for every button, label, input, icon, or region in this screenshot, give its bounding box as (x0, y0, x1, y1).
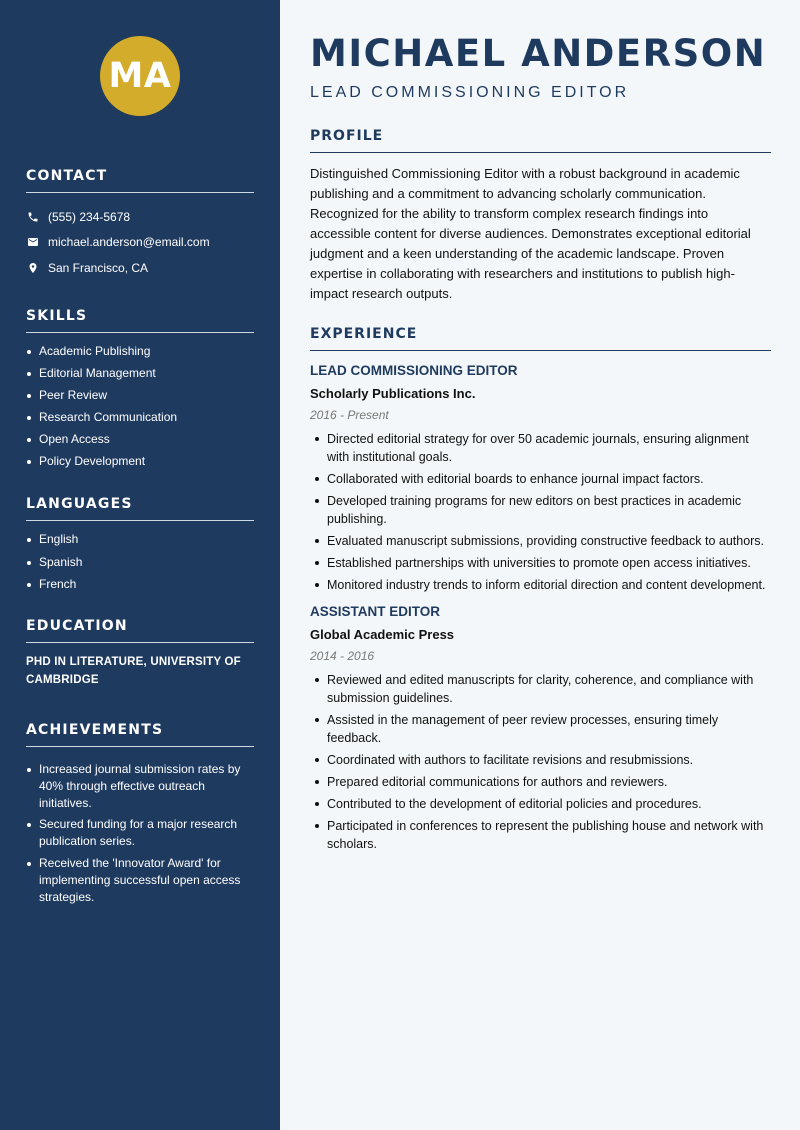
contact-email (26, 230, 254, 256)
skills-section (26, 308, 254, 471)
duties-list (310, 671, 771, 853)
contact-list (26, 204, 254, 281)
contact-location (26, 255, 254, 281)
list-item: Directed editorial strategy for over 50 academic journals, ensuring alignment with institutional goals. (310, 430, 771, 466)
languages-list (26, 531, 254, 592)
avatar: MA (100, 36, 180, 116)
list-item: Assisted in the management of peer review processes, ensuring timely feedback. (310, 711, 771, 747)
phone-icon (26, 210, 39, 223)
job-dates: 2016 - Present (310, 408, 389, 422)
list-item: English (26, 531, 254, 548)
list-item: Increased journal submission rates by 40% through effective outreach initiatives. (26, 761, 254, 812)
list-item: Developed training programs for new editors on best practices in academic publishing. (310, 492, 771, 528)
list-item: Reviewed and edited manuscripts for clarity, coherence, and compliance with submission guidelines. (310, 671, 771, 707)
job-entry (310, 363, 771, 594)
list-item: Evaluated manuscript submissions, providing constructive feedback to authors. (310, 532, 771, 550)
skills-heading: SKILLS (26, 308, 254, 333)
languages-heading: LANGUAGES (26, 496, 254, 521)
mail-icon (26, 236, 39, 249)
list-item: Coordinated with authors to facilitate revisions and resubmissions. (310, 751, 771, 769)
job-title-headline: LEAD COMMISSIONING EDITOR (310, 84, 630, 101)
experience-heading: EXPERIENCE (310, 326, 771, 351)
company-name: Global Academic Press (310, 627, 455, 642)
company-name: Scholarly Publications Inc. (310, 386, 476, 401)
profile-heading: PROFILE (310, 128, 771, 153)
list-item: Editorial Management (26, 365, 254, 382)
list-item: Policy Development (26, 453, 254, 470)
list-item: Research Communication (26, 409, 254, 426)
job-title: ASSISTANT EDITOR (310, 604, 441, 619)
achievements-heading: ACHIEVEMENTS (26, 722, 254, 747)
list-item: French (26, 576, 254, 593)
contact-section (26, 168, 254, 281)
list-item: Secured funding for a major research publication series. (26, 816, 254, 850)
list-item: Received the 'Innovator Award' for implementing successful open access strategies. (26, 855, 254, 906)
education-section (26, 618, 254, 689)
list-item: Open Access (26, 431, 254, 448)
list-item: Academic Publishing (26, 343, 254, 360)
contact-phone (26, 204, 254, 230)
list-item: Participated in conferences to represent the publishing house and network with scholars. (310, 817, 771, 853)
achievements-section (26, 722, 254, 906)
skills-list (26, 343, 254, 471)
list-item: Monitored industry trends to inform editorial direction and content development. (310, 576, 771, 594)
list-item: Prepared editorial communications for authors and reviewers. (310, 773, 771, 791)
contact-heading: CONTACT (26, 168, 254, 193)
education-degree: PHD IN LITERATURE, UNIVERSITY OF CAMBRIDGE (26, 655, 241, 686)
person-name: MICHAEL ANDERSON (310, 32, 767, 75)
education-heading: EDUCATION (26, 618, 254, 643)
duties-list (310, 430, 771, 594)
list-item: Established partnerships with universities to promote open access initiatives. (310, 554, 771, 572)
profile-section (310, 128, 771, 304)
job-dates: 2014 - 2016 (310, 649, 375, 663)
location-text: San Francisco, CA (48, 260, 149, 275)
job-title: LEAD COMMISSIONING EDITOR (310, 363, 518, 378)
email-text: michael.anderson@email.com (48, 235, 210, 250)
job-entry (310, 604, 771, 853)
experience-section (310, 326, 771, 853)
list-item: Collaborated with editorial boards to enhance journal impact factors. (310, 470, 771, 488)
languages-section (26, 496, 254, 592)
main-content (280, 0, 800, 1130)
sidebar (0, 0, 280, 1130)
list-item: Peer Review (26, 387, 254, 404)
phone-text: (555) 234-5678 (48, 209, 131, 224)
list-item: Contributed to the development of editorial policies and procedures. (310, 795, 771, 813)
achievements-list (26, 761, 254, 906)
profile-text: Distinguished Commissioning Editor with a robust background in academic publishing and a commitment to advancing scholarly communication. Recognized for the ability to transform complex research findings into accessible content for diverse audiences. Demonstrates exceptional editorial judgment and a keen understanding of the academic landscape. Proven expertise in collaborating with researchers and institutions to publish high-impact research outputs. (310, 166, 751, 301)
location-pin-icon (26, 261, 39, 274)
list-item: Spanish (26, 554, 254, 571)
